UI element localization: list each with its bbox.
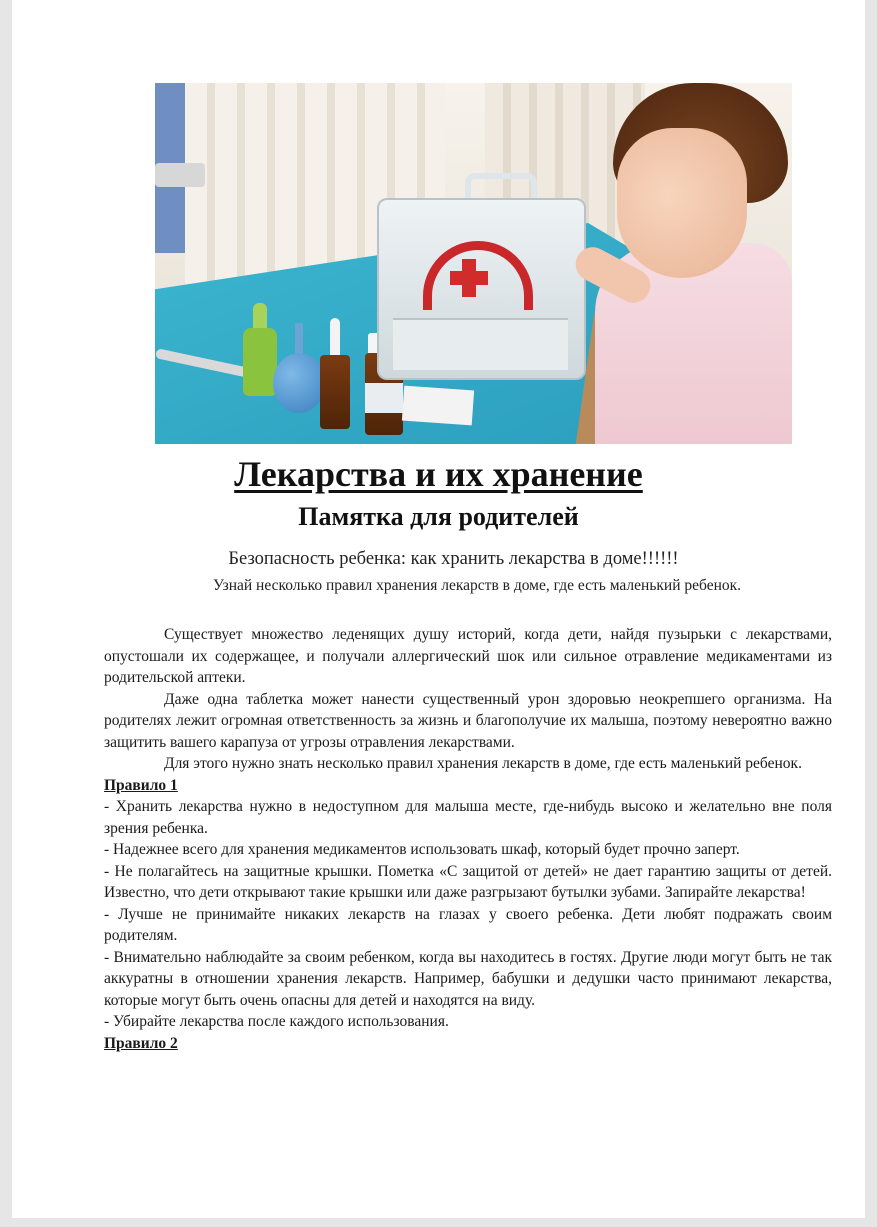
green-bottle [243, 328, 277, 396]
page-title: Лекарства и их хранение [234, 454, 643, 494]
lead-text: Узнай несколько правил хранения лекарств в доме, где есть маленький ребенок. [212, 577, 742, 594]
article-body [104, 624, 832, 1054]
child-with-first-aid-kit-photo [155, 83, 792, 444]
child-face [617, 128, 747, 278]
page-subtitle: Памятка для родителей [298, 502, 579, 531]
medicine-vial [320, 355, 350, 429]
rule-item: - Внимательно наблюдайте за своим ребенком, когда вы находитесь в гостях. Другие люди могут быть не так аккуратны в отношении хранения лекарств. Например, бабушки и дедушки часто принимают лекарства, которые могут быть очень опасны для детей и находятся на виду. [104, 948, 832, 1009]
nasal-aspirator [273, 353, 325, 413]
rule-item: - Не полагайтесь на защитные крышки. Пометка «С защитой от детей» не дает гарантию защиты от детей. Известно, что дети открывают такие крышки или даже разгрызают бутылки зубами. Запирайте лекарства! [104, 862, 832, 901]
rule-item: - Надежнее всего для хранения медикаментов использовать шкаф, который будет прочно заперт. [104, 841, 740, 858]
rule-1-heading: Правило 1 [104, 776, 178, 794]
rule-item: - Убирайте лекарства после каждого использования. [104, 1013, 449, 1030]
paragraph: Даже одна таблетка может нанести существенный урон здоровью неокрепшего организма. На родителях лежит огромная ответственность за жизнь и благополучие их малыша, поэтому невероятно важно защитить вашего карапуза от угрозы отравления лекарствами. [104, 690, 832, 751]
paragraph: Для этого нужно знать несколько правил хранения лекарств в доме, где есть маленький ребенок. [164, 755, 802, 772]
rule-item: - Хранить лекарства нужно в недоступном для малыша месте, где-нибудь высоко и желательно вне поля зрения ребенка. [104, 798, 832, 837]
lead-heading: Безопасность ребенка: как хранить лекарства в доме!!!!!! [228, 549, 679, 569]
rule-2-heading: Правило 2 [104, 1034, 178, 1052]
paragraph: Существует множество леденящих душу историй, когда дети, найдя пузырьки с лекарствами, опустошали их содержащее, и получали аллергический шок или сильное отравление медикаментами из родительской аптеки. [104, 626, 832, 686]
document-page [12, 0, 865, 1218]
rule-item: - Лучше не принимайте никаких лекарств на глазах у своего ребенка. Дети любят подражать своим родителям. [104, 905, 832, 944]
